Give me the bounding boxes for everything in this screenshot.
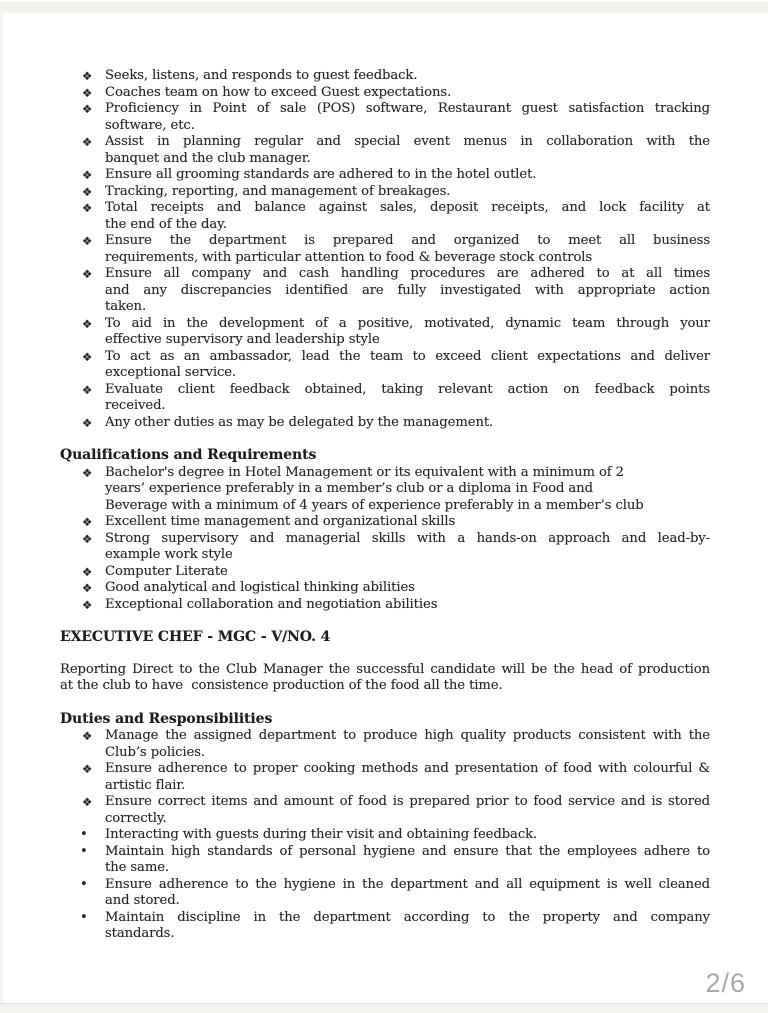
list-item-line: Good analytical and logistical thinking abilities (105, 580, 415, 595)
list-item-line: Ensure correct items and amount of food is prepared prior to food service and is stored (105, 794, 710, 809)
list-item (60, 316, 710, 349)
list-item-line: Manage the assigned department to produce high quality products consistent with the (105, 728, 710, 743)
list-item (60, 200, 710, 233)
list-item-line: To act as an ambassador, lead the team to exceed client expectations and deliver (105, 348, 710, 364)
list-item-line: Maintain high standards of personal hygiene and ensure that the employees adhere to (105, 843, 710, 859)
list-item-line: Beverage with a minimum of 4 years of experience preferably in a member’s club (105, 497, 644, 513)
list-item-line: Exceptional collaboration and negotiation abilities (105, 596, 438, 612)
list-item-line: received. (105, 398, 166, 413)
bullet-list (60, 465, 710, 614)
diamond-bullet-icon: ❖ (82, 795, 93, 809)
list-item (60, 68, 710, 85)
diamond-bullet-icon: ❖ (82, 531, 93, 546)
list-item-line: Ensure the department is prepared and organized to meet all business (105, 233, 710, 248)
list-item (60, 101, 710, 134)
diamond-bullet-icon: ❖ (82, 234, 93, 248)
list-item (60, 167, 710, 184)
diamond-bullet-icon: ❖ (82, 382, 93, 397)
list-item (60, 564, 710, 581)
list-item-line: artistic flair. (105, 777, 186, 793)
diamond-bullet-icon: ❖ (82, 267, 93, 281)
list-item-line: requirements, with particular attention to food & beverage stock controls (105, 249, 593, 265)
viewer-top-gutter (0, 2, 768, 13)
list-item-line: the same. (105, 860, 170, 875)
list-item-line: exceptional service. (105, 365, 237, 380)
section-heading: Qualifications and Requirements (60, 447, 317, 463)
list-item (60, 465, 710, 515)
page-number: 2/6 (705, 968, 746, 998)
list-item-line: Ensure all grooming standards are adhered to in the hotel outlet. (105, 167, 537, 182)
list-item-line: Proficiency in Point of sale (POS) software, Restaurant guest satisfaction tracking (105, 101, 710, 116)
list-item-line: Coaches team on how to exceed Guest expectations. (105, 84, 452, 100)
list-item-line: Total receipts and balance against sales, deposit receipts, and lock facility at (105, 200, 710, 215)
list-item-line: Tracking, reporting, and management of breakages. (105, 183, 451, 199)
list-item-line: correctly. (105, 810, 167, 826)
diamond-bullet-icon: ❖ (82, 597, 93, 612)
list-item (60, 415, 710, 432)
bullet-list (60, 68, 710, 431)
list-item (60, 85, 710, 102)
paragraph-line: Reporting Direct to the Club Manager the successful candidate will be the head of production (60, 661, 710, 677)
list-item-line: Excellent time management and organizational skills (105, 514, 456, 529)
diamond-bullet-icon: ❖ (82, 564, 93, 579)
list-item (60, 844, 710, 877)
viewer-bottom-gutter (0, 1003, 768, 1013)
list-item-line: Strong supervisory and managerial skills with a hands-on approach and lead-by- (105, 530, 710, 546)
list-item-line: and stored. (105, 893, 180, 908)
list-item (60, 910, 710, 943)
list-item (60, 233, 710, 266)
list-item-line: Ensure all company and cash handling procedures are adhered to at all times (105, 266, 710, 281)
document-page (3, 13, 768, 1004)
section-heading: EXECUTIVE CHEF - MGC - V/NO. 4 (60, 629, 331, 645)
list-item (60, 382, 710, 415)
list-item-line: Assist in planning regular and special event menus in collaboration with the (105, 134, 710, 149)
list-item-line: To aid in the development of a positive, motivated, dynamic team through your (105, 315, 710, 331)
list-item (60, 514, 710, 531)
list-item-line: Ensure adherence to the hygiene in the department and all equipment is well cleaned (105, 876, 710, 892)
dot-bullet-icon: • (80, 843, 88, 859)
list-item (60, 761, 710, 794)
list-item-line: and any discrepancies identified are fully investigated with appropriate action (105, 282, 710, 298)
section-heading: Duties and Responsibilities (60, 710, 273, 727)
diamond-bullet-icon: ❖ (82, 762, 93, 776)
list-item (60, 349, 710, 382)
dot-bullet-icon: • (80, 909, 88, 925)
list-item-line: standards. (105, 926, 175, 941)
list-item-line: Ensure adherence to proper cooking methods and presentation of food with colourful & (105, 761, 710, 776)
list-item (60, 877, 710, 910)
paragraph (60, 662, 710, 695)
list-item-line: Club’s policies. (105, 744, 205, 760)
list-item-line: Maintain discipline in the department according to the property and company (105, 909, 710, 925)
diamond-bullet-icon: ❖ (82, 184, 93, 199)
diamond-bullet-icon: ❖ (82, 415, 93, 430)
list-item-line: Any other duties as may be delegated by the management. (105, 414, 494, 430)
diamond-bullet-icon: ❖ (82, 135, 93, 149)
list-item (60, 184, 710, 201)
list-item-line: taken. (105, 299, 147, 314)
diamond-bullet-icon: ❖ (82, 168, 93, 182)
list-item-line: Interacting with guests during their visit and obtaining feedback. (105, 827, 538, 842)
diamond-bullet-icon: ❖ (82, 102, 93, 116)
diamond-bullet-icon: ❖ (82, 465, 93, 480)
list-item-line: Evaluate client feedback obtained, taking relevant action on feedback points (105, 381, 710, 397)
list-item (60, 728, 710, 761)
diamond-bullet-icon: ❖ (82, 581, 93, 595)
list-item-line: the end of the day. (105, 216, 227, 232)
list-item-line: software, etc. (105, 117, 195, 133)
list-item (60, 266, 710, 316)
list-item (60, 597, 710, 614)
list-item (60, 580, 710, 597)
list-item (60, 794, 710, 827)
dot-bullet-icon: • (80, 876, 88, 892)
diamond-bullet-icon: ❖ (82, 729, 93, 743)
list-item-line: example work style (105, 547, 233, 562)
diamond-bullet-icon: ❖ (82, 316, 93, 331)
diamond-bullet-icon: ❖ (82, 69, 93, 83)
list-item (60, 531, 710, 564)
paragraph-line: at the club to have consistence production of the food all the time. (60, 678, 503, 693)
list-item-line: banquet and the club manager. (105, 150, 311, 166)
list-item (60, 134, 710, 167)
diamond-bullet-icon: ❖ (82, 201, 93, 215)
diamond-bullet-icon: ❖ (82, 515, 93, 529)
list-item-line: years’ experience preferably in a member’s club or a diploma in Food and (105, 481, 593, 496)
list-item-line: Computer Literate (105, 563, 228, 579)
diamond-bullet-icon: ❖ (82, 85, 93, 100)
list-item-line: Seeks, listens, and responds to guest feedback. (105, 68, 418, 83)
list-item (60, 827, 710, 844)
dot-bullet-icon: • (80, 827, 88, 842)
bullet-list (60, 728, 710, 943)
diamond-bullet-icon: ❖ (82, 349, 93, 364)
list-item-line: effective supervisory and leadership style (105, 332, 380, 347)
list-item-line: Bachelor's degree in Hotel Management or its equivalent with a minimum of 2 (105, 464, 624, 480)
page-content (60, 68, 710, 943)
